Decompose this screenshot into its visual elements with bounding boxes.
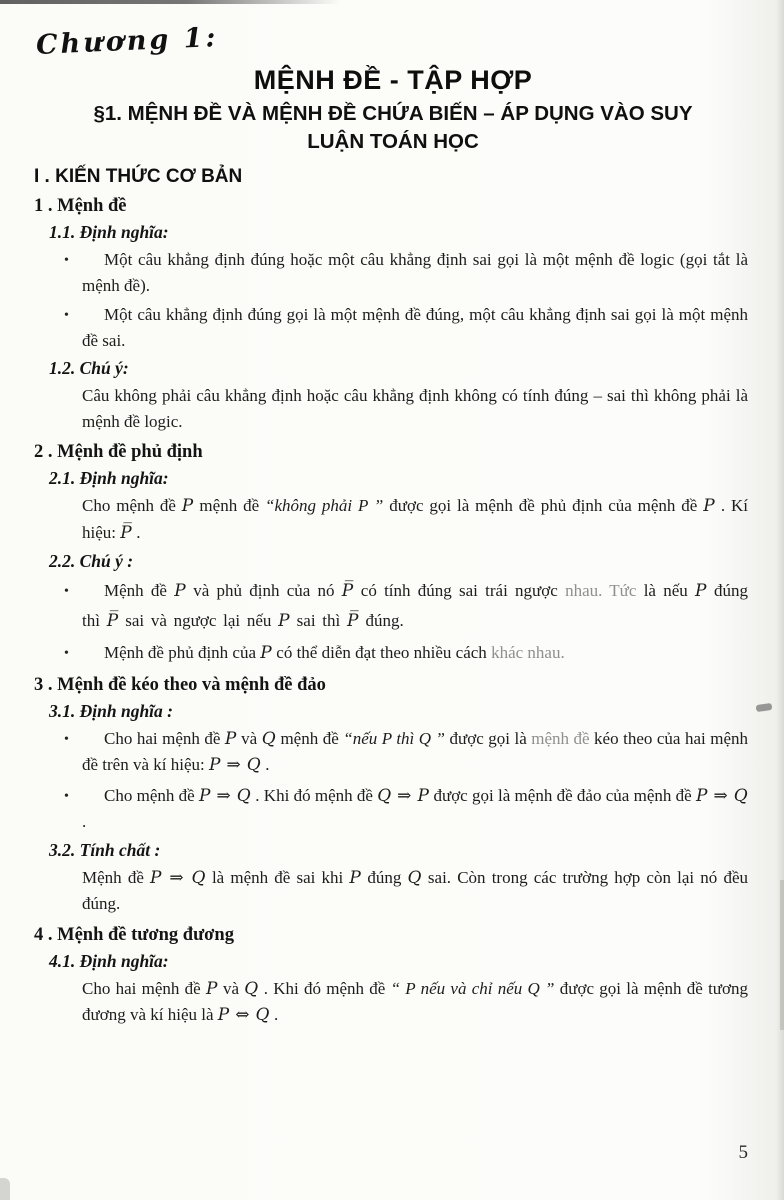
bullet-item-1-1-a xyxy=(64,247,748,298)
math-P-implies-Q: P ⇒ Q xyxy=(150,867,206,888)
text-run: được gọi là mệnh đề tương đương và kí hiệu là xyxy=(82,978,749,1024)
text-run: đúng thì xyxy=(82,581,749,630)
text-run-faded: khác nhau. xyxy=(491,643,565,662)
part-heading-knowledge: I . KIẾN THỨC CƠ BẢN xyxy=(34,166,243,187)
text-run: sai thì xyxy=(289,611,348,630)
text-run: Một câu khẳng định đúng gọi là một mệnh đề đúng, một câu khẳng định sai gọi là một mệnh đề sai. xyxy=(82,305,748,350)
definition-paragraph-4-1 xyxy=(82,976,748,1029)
math-not-P: P̅ xyxy=(120,522,132,543)
quote-not-P: “không phải P ” xyxy=(265,496,384,515)
bullet-item-2-2-b xyxy=(64,640,748,667)
bullet-dot: • xyxy=(64,731,69,747)
math-not-P: P̅ xyxy=(106,611,119,631)
heading-1-1: 1.1. Định nghĩa: xyxy=(49,222,169,242)
heading-1: 1 . Mệnh đề xyxy=(34,196,127,216)
bullet-item-2-2-a xyxy=(64,576,749,636)
page-title: MỆNH ĐỀ - TẬP HỢP xyxy=(253,65,533,95)
text-run: và xyxy=(236,728,262,748)
bullet-dot: • xyxy=(64,584,69,599)
math-P: P xyxy=(181,496,194,516)
bullet-dot: • xyxy=(64,788,69,804)
math-Q: Q xyxy=(407,867,422,888)
text-run: Mệnh đề xyxy=(82,867,151,887)
text-run: đúng. xyxy=(358,611,404,630)
heading-2-2: 2.2. Chú ý : xyxy=(49,551,134,571)
math-P-implies-Q: P ⇒ Q xyxy=(199,785,251,806)
text-run-faded: nhau. Tức xyxy=(565,581,637,600)
bullet-item-3-1-b xyxy=(64,783,748,835)
math-P: P xyxy=(703,496,715,516)
heading-1-2: 1.2. Chú ý: xyxy=(49,358,129,378)
section-1-heading-line2: LUẬN TOÁN HỌC xyxy=(307,130,479,153)
text-run: Một câu khẳng định đúng hoặc một câu khẳng định sai gọi là một mệnh đề logic (gọi tắt là mệnh đề). xyxy=(82,250,748,295)
text-run: có tính đúng sai trái ngược xyxy=(353,581,566,600)
section-1-heading xyxy=(34,100,752,156)
text-run: Cho mệnh đề xyxy=(82,496,182,515)
bullet-dot: • xyxy=(64,253,69,268)
scan-artifact-top-edge xyxy=(0,0,340,4)
math-not-P: P̅ xyxy=(341,581,354,601)
heading-3-1: 3.1. Định nghĩa : xyxy=(49,700,173,721)
math-P-implies-Q: P ⇒ Q xyxy=(695,785,748,806)
text-run: Mệnh đề xyxy=(104,581,175,600)
text-run: mệnh đề xyxy=(193,496,265,515)
text-run: và phủ định của nó xyxy=(185,581,342,600)
text-run-faded: mệnh đề xyxy=(531,728,590,748)
text-run: là mệnh đề sai khi xyxy=(205,867,350,887)
text-run: kéo theo của hai mệnh đề trên và kí hiệu: xyxy=(82,728,748,774)
math-Q: Q xyxy=(244,978,259,999)
definition-paragraph-2-1 xyxy=(82,493,748,546)
heading-3: 3 . Mệnh đề kéo theo và mệnh đề đảo xyxy=(34,674,326,695)
text-run: có thể diễn đạt theo nhiều cách xyxy=(272,643,492,662)
math-Q-implies-P: Q ⇒ P xyxy=(377,785,430,806)
text-run: được gọi là mệnh đề đảo của mệnh đề xyxy=(429,785,696,805)
math-P-implies-Q: P ⇒ Q xyxy=(209,755,261,775)
text-run: sai. Còn trong các trường hợp còn lại nó đều đúng. xyxy=(82,867,748,913)
bullet-dot: • xyxy=(64,308,69,323)
text-run: mệnh đề xyxy=(275,728,344,748)
text-run: . Khi đó mệnh đề xyxy=(250,785,378,805)
text-run: được gọi là xyxy=(445,728,532,748)
heading-2-1: 2.1. Định nghĩa: xyxy=(49,468,169,488)
text-run: Mệnh đề phủ định của xyxy=(104,643,261,662)
text-run: Cho hai mệnh đề xyxy=(104,728,225,748)
heading-2: 2 . Mệnh đề phủ định xyxy=(34,442,203,462)
math-P: P xyxy=(278,611,290,631)
math-P: P xyxy=(205,978,218,999)
text-run: được gọi là mệnh đề phủ định của mệnh đề xyxy=(383,496,704,515)
bullet-dot: • xyxy=(64,646,69,661)
heading-3-2: 3.2. Tính chất : xyxy=(49,839,161,860)
bullet-item-1-1-b xyxy=(64,302,748,353)
quote-P-iff-Q: “ P nếu và chỉ nếu Q ” xyxy=(390,978,555,998)
text-run: Cho hai mệnh đề xyxy=(82,978,206,998)
page-number: 5 xyxy=(738,1142,748,1163)
text-run: đúng xyxy=(361,867,408,887)
math-P: P xyxy=(349,867,362,888)
math-Q: Q xyxy=(261,728,276,749)
heading-4: 4 . Mệnh đề tương đương xyxy=(34,924,234,945)
text-run: . xyxy=(260,755,270,774)
text-run: . xyxy=(82,812,87,831)
section-1-heading-line1: §1. MỆNH ĐỀ VÀ MỆNH ĐỀ CHỨA BIẾN – ÁP DỤNG VÀO SUY xyxy=(93,102,693,125)
scan-artifact-right-mark xyxy=(756,703,773,712)
heading-4-1: 4.1. Định nghĩa: xyxy=(49,950,169,971)
chapter-handwriting: Chương 1: xyxy=(35,22,220,61)
note-paragraph-1-2: Câu không phải câu khẳng định hoặc câu khẳng định không có tính đúng – sai thì không phải là mệnh đề logic. xyxy=(82,386,748,431)
scan-artifact-bottom-left xyxy=(0,1178,10,1200)
text-run: và xyxy=(217,978,245,998)
scan-artifact-right-edge xyxy=(780,880,784,1030)
bullet-item-3-1-a xyxy=(64,726,748,779)
math-not-P: P̅ xyxy=(347,611,359,631)
note-paragraph-3-2 xyxy=(82,865,748,917)
text-run: . Khi đó mệnh đề xyxy=(258,978,391,998)
text-run: sai và ngược lại nếu xyxy=(118,611,279,630)
text-run: Cho mệnh đề xyxy=(104,785,199,805)
math-P: P xyxy=(260,643,273,663)
math-P-iff-Q: P ⇔ Q xyxy=(217,1005,270,1025)
quote-if-P-then-Q: “nếu P thì Q ” xyxy=(343,728,446,748)
math-P: P xyxy=(695,581,707,601)
text-run: . Kí hiệu: xyxy=(82,496,748,542)
math-P: P xyxy=(174,581,186,601)
text-run: . xyxy=(269,1005,279,1024)
text-run: . xyxy=(132,522,141,542)
math-P: P xyxy=(224,728,237,749)
text-run: là nếu xyxy=(636,581,696,600)
